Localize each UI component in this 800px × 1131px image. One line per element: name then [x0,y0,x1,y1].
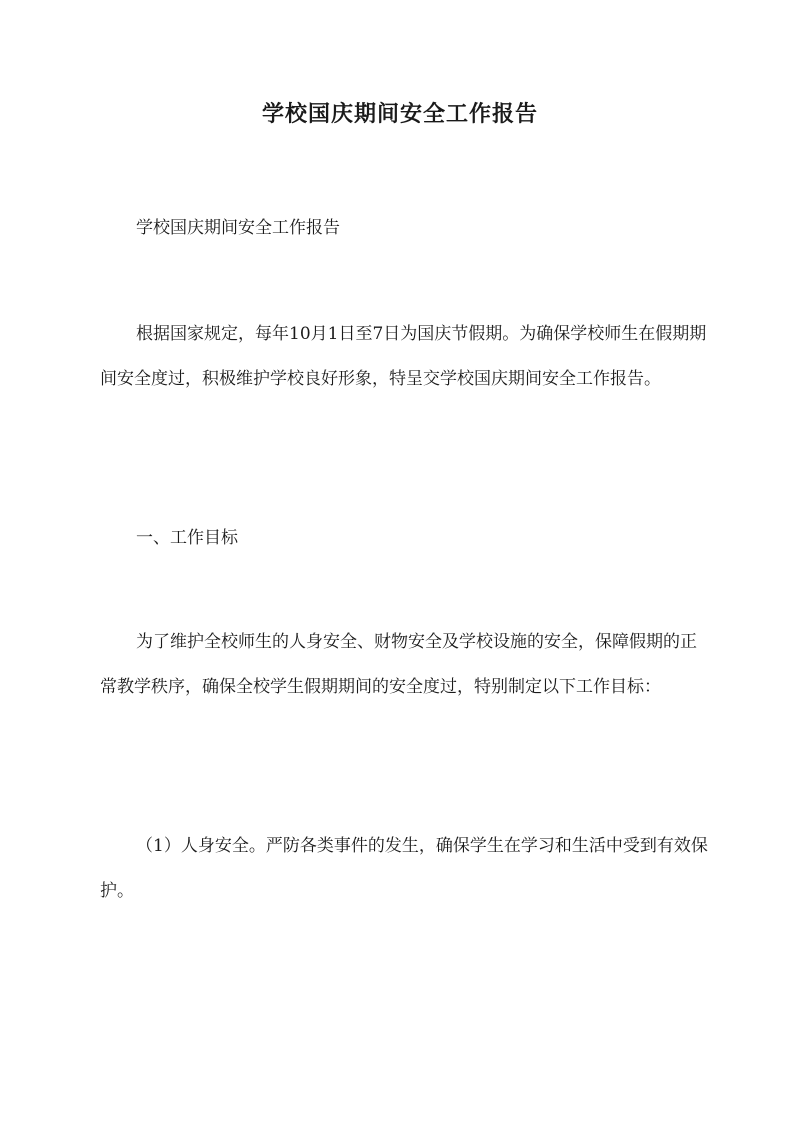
document-title: 学校国庆期间安全工作报告 [261,101,538,127]
section-heading-goals: 一、工作目标 [136,528,238,548]
paragraph-personal-safety: （1）人身安全。严防各类事件的发生，确保学生在学习和生活中受到有效保护。 [100,836,708,901]
paragraph-intro: 根据国家规定，每年10月1日至7日为国庆节假期。为确保学校师生在假期期间安全度过，积极维护学校良好形象，特呈交学校国庆期间安全工作报告。 [100,324,707,389]
paragraph-goals: 为了维护全校师生的人身安全、财物安全及学校设施的安全，保障假期的正常教学秩序，确保全校学生假期期间的安全度过，特别制定以下工作目标： [100,632,697,697]
paragraph-subtitle: 学校国庆期间安全工作报告 [136,218,340,238]
